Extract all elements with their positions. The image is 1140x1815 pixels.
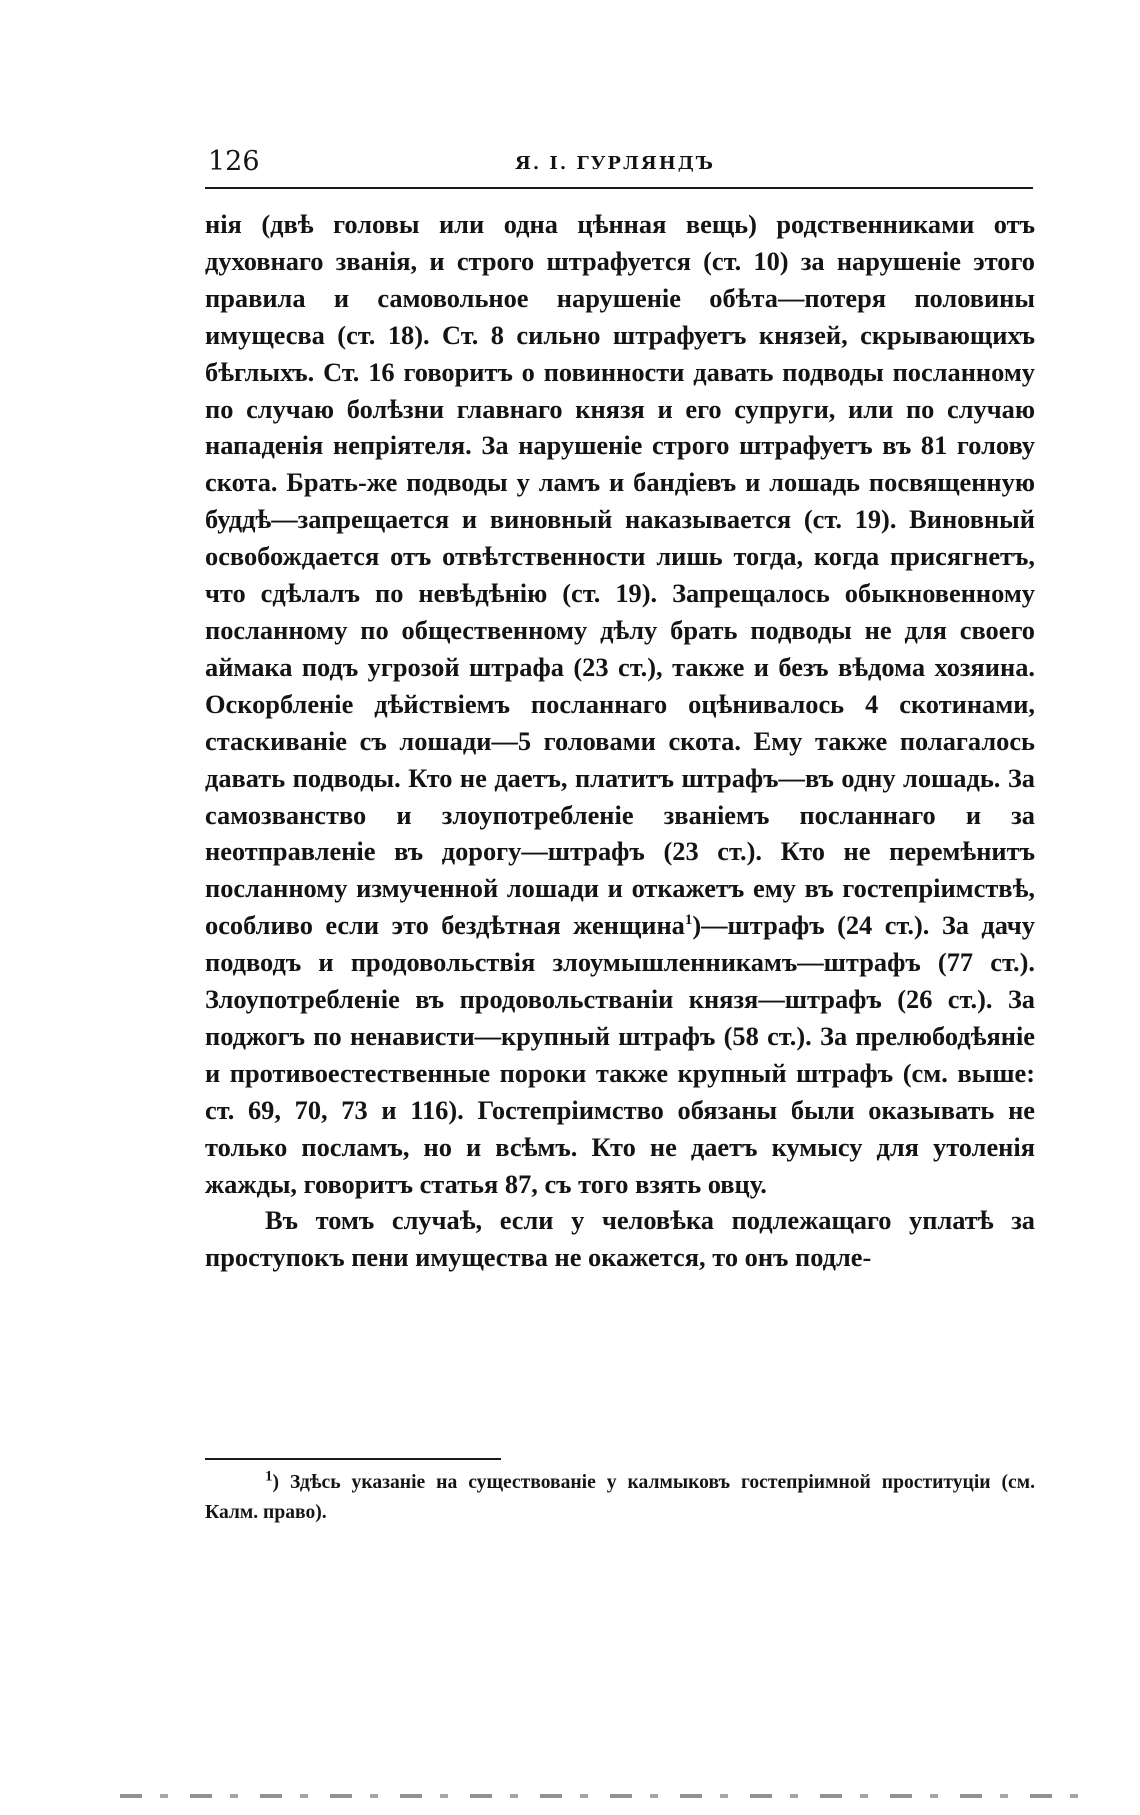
scan-edge-artifact (120, 1794, 1100, 1798)
paragraph (205, 206, 1035, 1202)
paragraph-text-continued: )—штрафъ (24 ст.). За дачу подводъ и продовольствія злоумышленникамъ—штрафъ (77 ст.). Злоупотребленіе въ продовольстваніи князя—штрафъ (26 ст.). За поджогъ по ненависти—крупный штрафъ (58 ст.). За прелюбодѣяніе и противоестественные пороки также крупный штрафъ (см. выше: ст. 69, 70, 73 и 116). Гостепріимство обязаны были оказывать не только посламъ, но и всѣмъ. Кто не даетъ кумысу для утоленія жажды, говоритъ статья 87, съ того взять овцу. (205, 910, 1035, 1199)
footnote-text: ) Здѣсь указаніе на существованіе у калмыковъ гостепріимной проституціи (см. Калм. право). (205, 1472, 1035, 1523)
running-head (200, 146, 1030, 186)
running-title: Я. I. ГУРЛЯНДЪ (515, 153, 715, 174)
footnote-marker: 1 (265, 1468, 273, 1485)
header-rule (205, 187, 1033, 189)
page-number: 126 (208, 146, 260, 177)
main-text (205, 206, 1035, 1276)
paragraph: Въ томъ случаѣ, если у человѣка подлежащаго уплатѣ за проступокъ пени имущества не окажется, то онъ подле- (205, 1205, 1035, 1273)
footnote-rule (205, 1458, 501, 1460)
paragraph-text: нія (двѣ головы или одна цѣнная вещь) родственниками отъ духовнаго званія, и строго штрафуется (ст. 10) за нарушеніе этого правила и самовольное нарушеніе обѣта—потеря половины имущесвa (ст. 18). Ст. 8 сильно штрафуетъ князей, скрывающихъ бѣглыхъ. Ст. 16 говоритъ о повинности давать подводы посланному по случаю болѣзни главнаго князя и его супруги, или по случаю нападенія непріятеля. За нарушеніе строго штрафуетъ въ 81 голову скота. Брать-же подводы у ламъ и бандіевъ и лошадь посвященную буддѣ—запрещается и виновный наказывается (ст. 19). Виновный освобождается отъ отвѣтственности лишь тогда, когда присягнетъ, что сдѣлалъ по невѣдѣнію (ст. 19). Запрещалось обыкновенному посланному по общественному дѣлу брать подводы не для своего аймака подъ угрозой штрафа (23 ст.), также и безъ вѣдома хозяина. Оскорбленіе дѣйствіемъ посланнаго оцѣнивалось 4 скотинами, стаскиваніе съ лошади—5 головами скота. Ему также полагалось давать подводы. Кто не даетъ, платитъ штрафъ—въ одну лошадь. За самозванство и злоупотребленіе званіемъ посланнаго и за неотправленіе въ дорогу—штрафъ (23 ст.). Кто не перемѣнитъ посланному измученной лошади и откажетъ ему въ гостепріимствѣ, особливо если это бездѣтная женщина (205, 209, 1035, 941)
footnote (205, 1468, 1035, 1528)
footnote-reference: 1 (684, 912, 693, 929)
